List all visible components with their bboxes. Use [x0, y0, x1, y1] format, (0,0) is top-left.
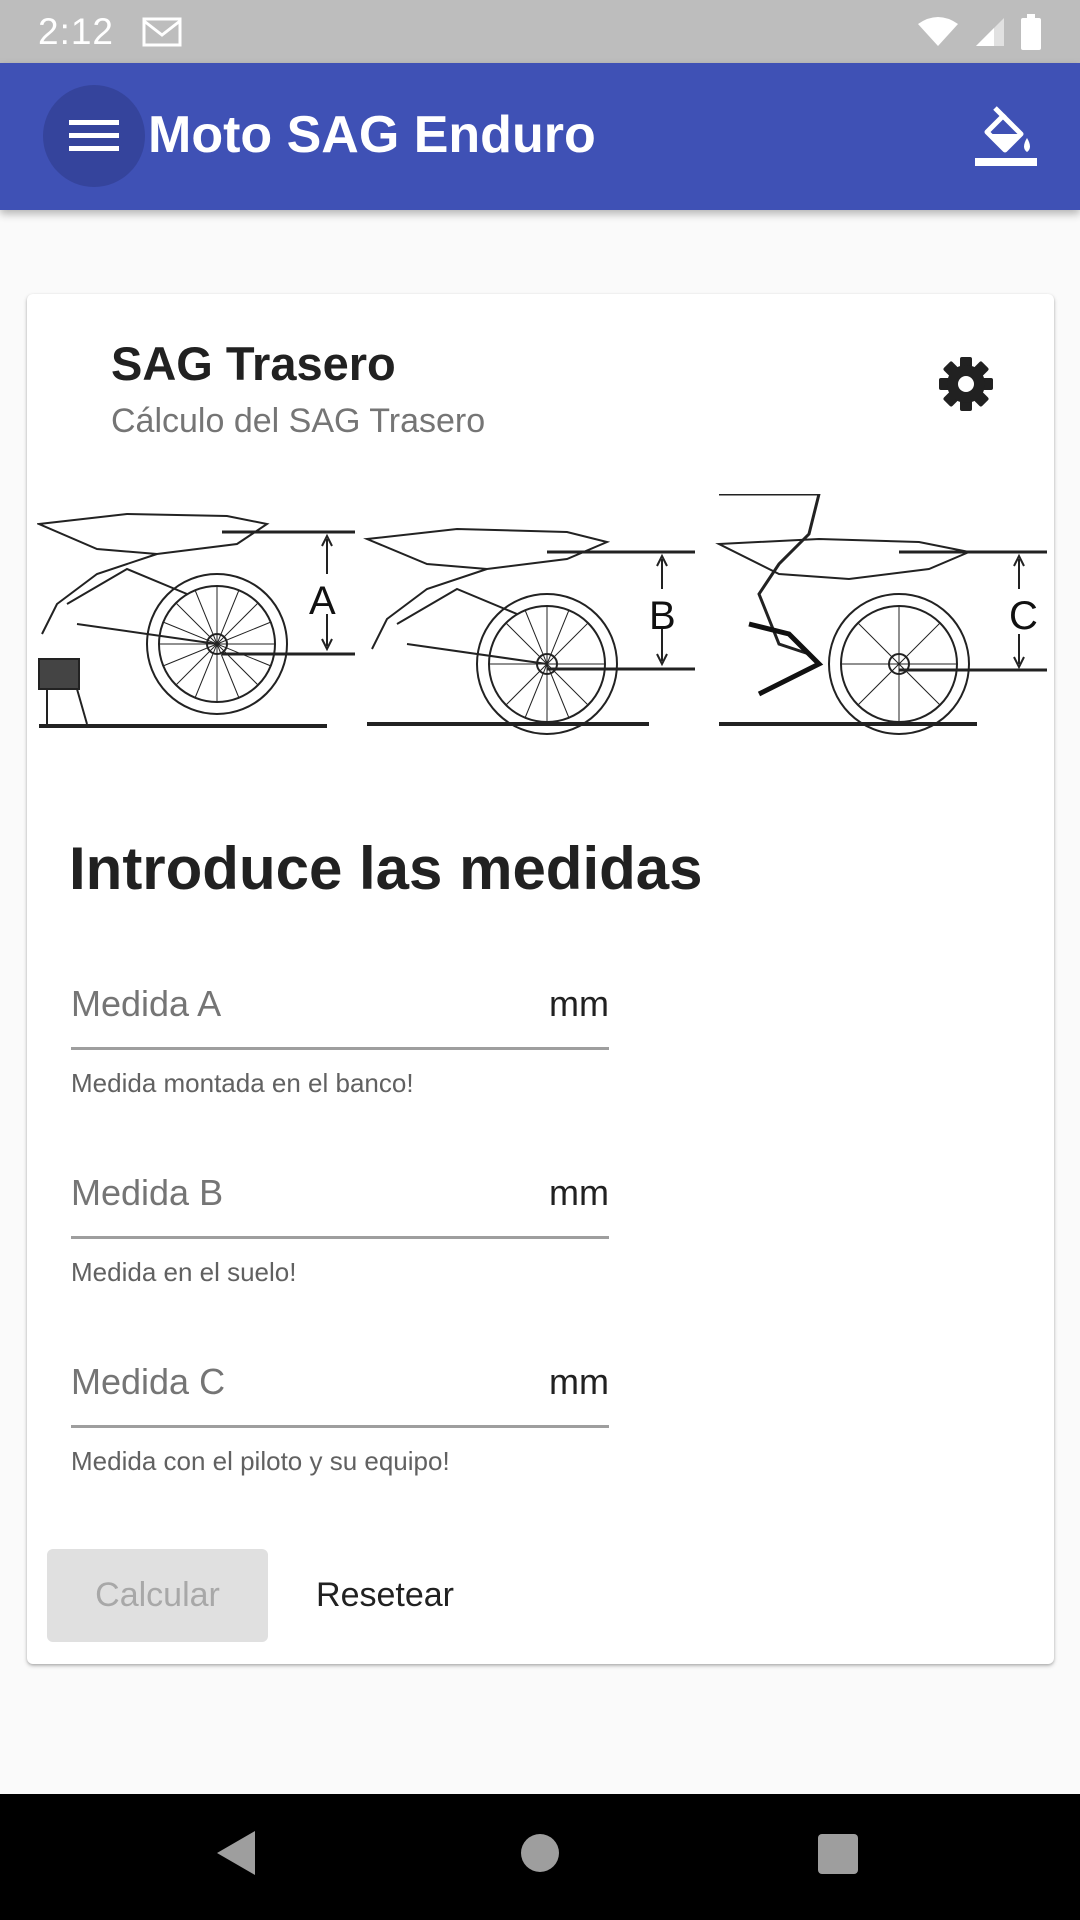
- medida-b-unit: mm: [549, 1171, 609, 1213]
- signal-icon: [974, 16, 1006, 48]
- field-medida-b-row: [71, 1149, 609, 1239]
- bike-figure-b: [367, 529, 695, 734]
- figure-label-a: A: [309, 579, 336, 623]
- medida-b-helper: Medida en el suelo!: [71, 1257, 297, 1287]
- sag-measurement-illustration: [37, 494, 1052, 779]
- theme-button[interactable]: [968, 99, 1044, 175]
- bike-figure-c: [719, 494, 1047, 734]
- hamburger-icon: [69, 118, 119, 154]
- figure-label-b: B: [649, 594, 676, 638]
- medida-a-input[interactable]: [71, 983, 549, 1025]
- app-bar: [0, 63, 1080, 210]
- status-bar: [0, 0, 1080, 63]
- medida-c-input[interactable]: [71, 1361, 549, 1403]
- wifi-icon: [916, 16, 960, 48]
- recent-apps-icon[interactable]: [818, 1834, 858, 1874]
- field-medida-b: [71, 1149, 609, 1288]
- medida-c-helper: Medida con el piloto y su equipo!: [71, 1446, 450, 1476]
- settings-gear-icon[interactable]: [938, 356, 994, 412]
- paint-bucket-icon: [973, 104, 1039, 170]
- section-title: Introduce las medidas: [69, 835, 703, 902]
- field-medida-a-row: [71, 960, 609, 1050]
- app-title: Moto SAG Enduro: [148, 106, 596, 164]
- battery-icon: [1020, 14, 1042, 50]
- navigation-bar: [0, 1794, 1080, 1920]
- home-icon[interactable]: [521, 1834, 559, 1872]
- sag-card: [27, 294, 1054, 1664]
- field-medida-c-row: [71, 1338, 609, 1428]
- field-medida-c: [71, 1338, 609, 1477]
- status-icons: [916, 14, 1042, 50]
- field-medida-a: [71, 960, 609, 1099]
- bike-figure-a: [39, 514, 355, 726]
- reset-button[interactable]: Resetear: [287, 1549, 483, 1642]
- mail-icon: [142, 17, 182, 47]
- status-time: 2:12: [38, 10, 115, 52]
- back-icon[interactable]: [215, 1829, 257, 1877]
- medida-a-unit: mm: [549, 982, 609, 1024]
- medida-a-helper: Medida montada en el banco!: [71, 1068, 414, 1098]
- card-subtitle: Cálculo del SAG Trasero: [111, 402, 486, 440]
- medida-c-unit: mm: [549, 1360, 609, 1402]
- medida-b-input[interactable]: [71, 1172, 549, 1214]
- figure-label-c: C: [1009, 594, 1038, 638]
- menu-button[interactable]: [43, 85, 145, 187]
- card-title: SAG Trasero: [111, 337, 396, 390]
- calculate-button[interactable]: Calcular: [47, 1549, 268, 1642]
